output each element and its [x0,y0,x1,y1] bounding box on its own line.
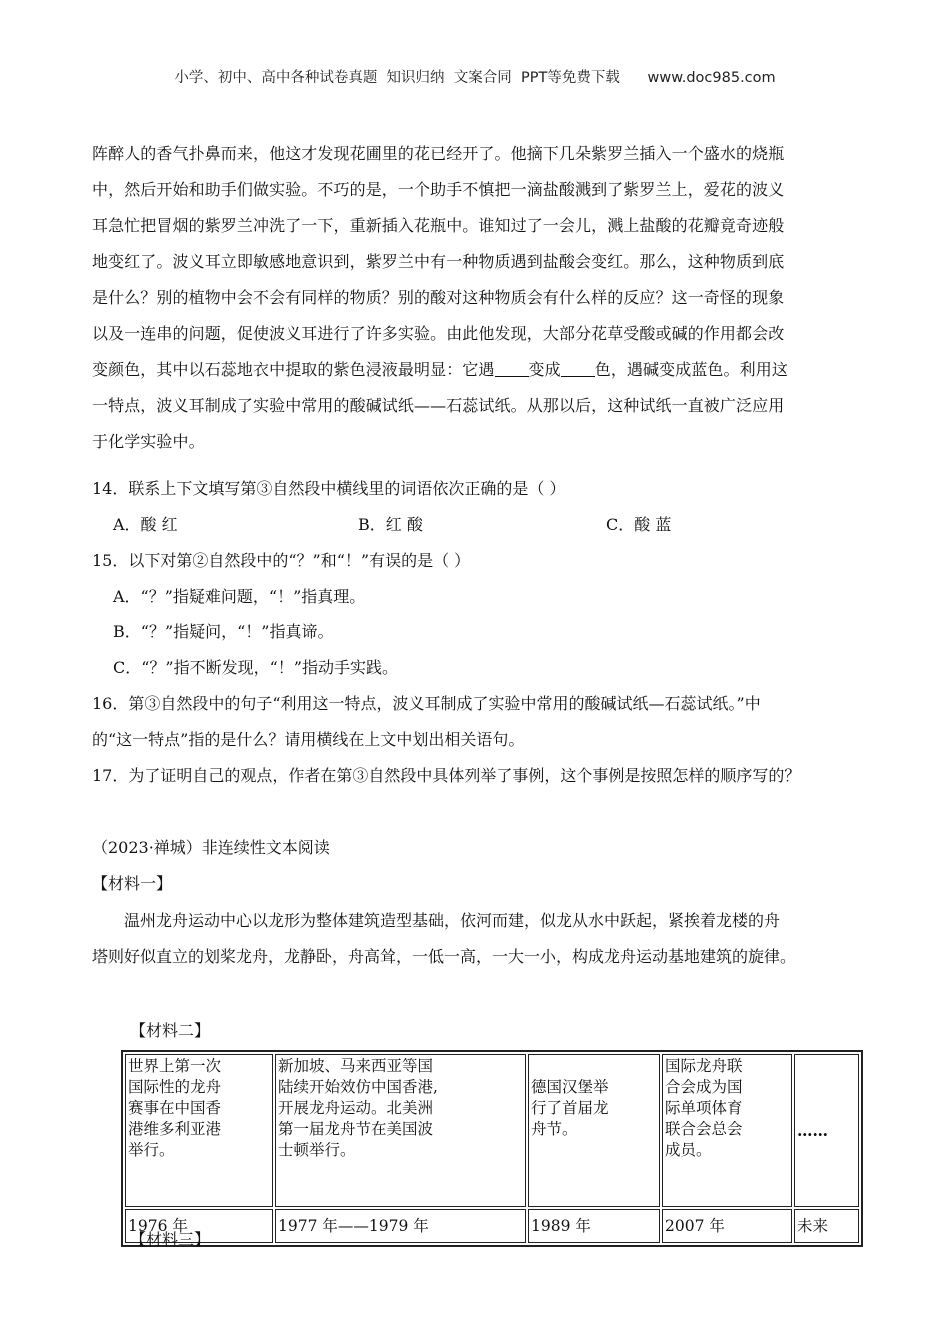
text-line: 一特点，波义耳制成了实验中常用的酸碱试纸——石蕊试纸。从那以后，这种试纸一直被广泛应用 [92,396,785,415]
material-1-line-2: 塔则好似直立的划桨龙舟，龙静卧，舟高耸，一低一高，一大一小，构成龙舟运动基地建筑的旋律。 [92,947,797,966]
q14-option-b: B．红 酸 [358,515,423,534]
table-row [125,1054,859,1207]
q14-option-a: A．酸 红 [113,515,178,534]
material-1-label: 【材料一】 [92,874,173,893]
material-3-label: 【材料三】 [130,1230,211,1249]
text-line: 地变红了。波义耳立即敏感地意识到，紫罗兰中有一种物质遇到盐酸会变红。那么，这种物质到底 [92,252,785,271]
question-16-line-2: 的“这一特点”指的是什么？请用横线在上文中划出相关语句。 [92,730,525,749]
text-line: 以及一连串的问题，促使波义耳进行了许多实验。由此他发现，大部分花草受酸或碱的作用都会改 [92,324,785,343]
q14-option-c: C．酸 蓝 [606,515,672,534]
text-line: 是什么？别的植物中会不会有同样的物质？别的酸对这种物质会有什么样的反应？这一奇怪的现象 [92,288,785,307]
table-cell: 新加坡、马来西亚等国 陆续开始效仿中国香港, 开展龙舟运动。北美洲 第一届龙舟节在美国波 士顿举行。 [275,1054,526,1207]
year-cell: 1977 年——1979 年 [275,1209,526,1243]
year-cell: 未来 [794,1209,859,1243]
text-line: 中，然后开始和助手们做实验。不巧的是，一个助手不慎把一滴盐酸溅到了紫罗兰上，爱花的波义 [92,180,785,199]
material-2-timeline-table [121,1050,863,1247]
year-cell: 1976 年 [125,1209,273,1243]
page-header: 小学、初中、高中各种试卷真题 知识归纳 文案合同 PPT等免费下载 www.doc985.com [174,70,776,86]
text-line: 于化学实验中。 [92,432,205,451]
text-fragment: 变成 [528,360,561,379]
table-row [125,1209,859,1243]
text-fragment: 变颜色，其中以石蕊地衣中提取的紫色浸液最明显：它遇 [92,360,495,379]
material-1-line-1: 温州龙舟运动中心以龙形为整体建筑造型基础，依河而建，似龙从水中跃起，紧挨着龙楼的舟 [124,911,781,930]
question-14: 14．联系上下文填写第③自然段中横线里的词语依次正确的是（ ） [92,479,566,498]
question-15: 15．以下对第②自然段中的“？”和“！”有误的是（ ） [92,551,471,570]
year-cell: 1989 年 [528,1209,660,1243]
table-cell: …… [794,1054,859,1207]
q15-option-a: A．“？”指疑难问题，“！”指真理。 [113,587,366,606]
section-title: （2023·禅城）非连续性文本阅读 [92,838,330,857]
table-cell: 世界上第一次 国际性的龙舟 赛事在中国香 港维多利亚港 举行。 [125,1054,273,1207]
question-16-line-1: 16．第③自然段中的句子“利用这一特点，波义耳制成了实验中常用的酸碱试纸—石蕊试纸。”中 [92,694,761,713]
fill-blank-2 [561,356,595,377]
text-line: 耳急忙把冒烟的紫罗兰冲洗了一下，重新插入花瓶中。谁知过了一会儿，溅上盐酸的花瓣竟奇迹般 [92,216,785,235]
text-line-with-blanks [92,352,854,388]
table-cell: 德国汉堡举 行了首届龙 舟节。 [528,1054,660,1207]
text-line: 阵醉人的香气扑鼻而来，他这才发现花圃里的花已经开了。他摘下几朵紫罗兰插入一个盛水的烧瓶 [92,144,785,163]
text-fragment: 色，遇碱变成蓝色。利用这 [594,360,788,379]
paragraph-3 [92,136,854,460]
q15-option-b: B．“？”指疑问，“！”指真谛。 [113,622,334,641]
table-cell: 国际龙舟联 合会成为国 际单项体育 联合会总会 成员。 [662,1054,792,1207]
material-2-label: 【材料二】 [130,1021,211,1040]
q15-option-c: C．“？”指不断发现，“！”指动手实践。 [113,658,398,677]
question-17: 17．为了证明自己的观点，作者在第③自然段中具体列举了事例，这个事例是按照怎样的顺序写的？ [92,766,801,785]
fill-blank-1 [495,356,529,377]
year-cell: 2007 年 [662,1209,792,1243]
